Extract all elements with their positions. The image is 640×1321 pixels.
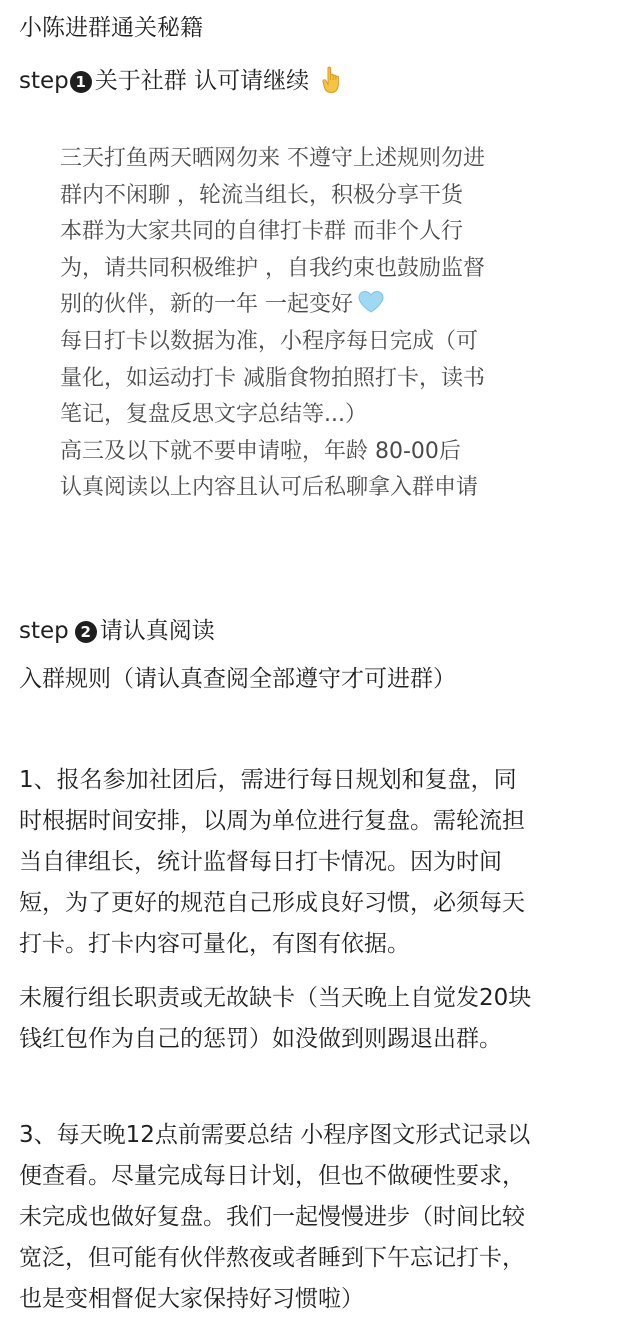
quote-line: 别的伙伴，新的一年 一起变好 bbox=[60, 292, 353, 318]
quote-line: 群内不闲聊 ，轮流当组长，积极分享干货 bbox=[60, 182, 463, 208]
paragraph-line: 便查看。尽量完成每日计划，但也不做硬性要求， bbox=[19, 1163, 525, 1189]
rule-paragraph-3 bbox=[19, 1115, 629, 1320]
step-2-text: 请认真阅读 bbox=[99, 618, 215, 644]
paragraph-line: 宽泛，但可能有伙伴熬夜或者睡到下午忘记打卡， bbox=[19, 1245, 525, 1271]
paragraph-line: 短，为了更好的规范自己形成良好习惯，必须每天 bbox=[19, 890, 525, 916]
rule-paragraph-1 bbox=[19, 760, 629, 965]
step-1-heading bbox=[19, 66, 344, 94]
step-2-heading bbox=[19, 620, 215, 643]
quote-line: 认真阅读以上内容且认可后私聊拿入群申请 bbox=[60, 475, 479, 501]
community-intro-quote bbox=[60, 141, 620, 507]
quote-line: 高三及以下就不要申请啦，年龄 80-00后 bbox=[60, 438, 461, 464]
quote-line: 为，请共同积极维护 ，自我约束也鼓励监督 bbox=[60, 255, 485, 281]
paragraph-line: 未履行组长职责或无故缺卡（当天晚上自觉发20块 bbox=[19, 985, 532, 1011]
paragraph-line: 也是变相督促大家保持好习惯啦） bbox=[19, 1286, 364, 1312]
page-title: 小陈进群通关秘籍 bbox=[19, 15, 203, 41]
step-1-number-badge: 1 bbox=[70, 71, 92, 93]
quote-line: 笔记，复盘反思文字总结等...） bbox=[60, 402, 367, 428]
step-2-label: step bbox=[19, 618, 69, 644]
paragraph-line: 未完成也做好复盘。我们一起慢慢进步（时间比较 bbox=[19, 1204, 525, 1230]
quote-line: 本群为大家共同的自律打卡群 而非个人行 bbox=[60, 219, 463, 245]
paragraph-line: 当自律组长，统计监督每日打卡情况。因为时间 bbox=[19, 849, 502, 875]
paragraph-line: 打卡。打卡内容可量化，有图有依据。 bbox=[19, 931, 410, 957]
quote-line-with-heart bbox=[60, 287, 620, 324]
paragraph-line: 3、每天晚12点前需要总结 小程序图文形式记录以 bbox=[19, 1122, 531, 1148]
paragraph-line: 时根据时间安排，以周为单位进行复盘。需轮流担 bbox=[19, 808, 525, 834]
paragraph-line: 钱红包作为自己的惩罚）如没做到则踢退出群。 bbox=[19, 1026, 502, 1052]
rule-paragraph-penalty bbox=[19, 978, 629, 1060]
quote-line: 三天打鱼两天晒网勿来 不遵守上述规则勿进 bbox=[60, 146, 485, 171]
step-1-text: 关于社群 认可请继续 bbox=[94, 68, 310, 94]
step-1-label: step bbox=[19, 68, 69, 94]
quote-line: 量化，如运动打卡 减脂食物拍照打卡，读书 bbox=[60, 365, 485, 391]
rules-title: 入群规则（请认真查阅全部遵守才可进群） bbox=[19, 666, 456, 692]
paragraph-line: 1、报名参加社团后，需进行每日规划和复盘，同 bbox=[19, 767, 517, 793]
light-blue-heart-icon bbox=[357, 290, 385, 314]
step-2-number-badge: 2 bbox=[75, 621, 97, 643]
pointing-down-hand-icon bbox=[320, 66, 344, 94]
quote-line: 每日打卡以数据为准，小程序每日完成（可 bbox=[60, 328, 479, 354]
